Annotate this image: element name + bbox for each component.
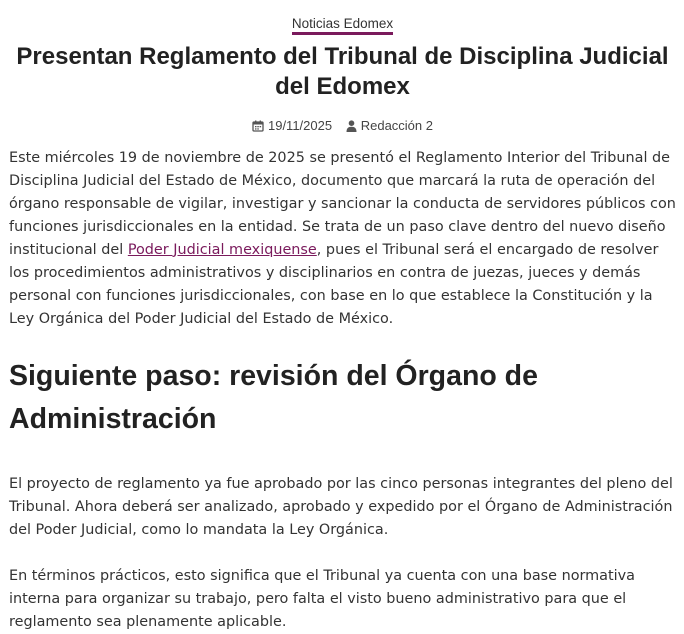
article-date: 19/11/2025: [267, 118, 333, 133]
category-link[interactable]: Noticias Edomex: [292, 16, 393, 35]
user-icon: [346, 120, 357, 132]
paragraph-2: El proyecto de reglamento ya fue aprobado por las cinco personas integrantes del pleno del Tribunal. Ahora deberá ser analizado, aprobado y expedido por el Órgano de Administración del Poder Judicial, como lo mandata la Ley Orgánica.: [9, 475, 673, 538]
article-author: Redacción 2: [360, 118, 433, 133]
article-meta: [9, 118, 676, 135]
date-meta[interactable]: [252, 118, 332, 133]
calendar-icon: [252, 120, 264, 132]
author-meta[interactable]: [346, 118, 433, 133]
paragraph-3: En términos prácticos, esto significa que el Tribunal ya cuenta con una base normativa interna para organizar su trabajo, pero falta el visto bueno administrativo para que el reglamento sea plenamente aplicable.: [9, 567, 635, 630]
category-row: [9, 0, 676, 34]
poder-judicial-link[interactable]: Poder Judicial mexiquense: [127, 241, 317, 258]
article-title: Presentan Reglamento del Tribunal de Disciplina Judicial del Edomex: [16, 43, 669, 100]
paragraph-1: [9, 147, 676, 331]
section-heading: Siguiente paso: revisión del Órgano de Administración: [9, 359, 538, 435]
paragraph-1-end: , pues el Tribunal será el encargado de resolver los procedimientos administrativos y disciplinarios en contra de juezas, jueces y demás personal con funciones jurisdiccionales, con base en lo que establece la Constitución y la Ley Orgánica del Poder Judicial del Estado de México.: [9, 241, 659, 327]
paragraph-1-start: Este miércoles 19 de noviembre de 2025 se presentó el Reglamento Interior del Tribunal de Disciplina Judicial del Estado de México, documento que marcará la ruta de operación del órgano responsable de vigilar, investigar y sancionar la conducta de servidores públicos con funciones jurisdiccionales en la entidad. Se trata de un paso clave dentro del nuevo diseño institucional del: [9, 149, 676, 258]
